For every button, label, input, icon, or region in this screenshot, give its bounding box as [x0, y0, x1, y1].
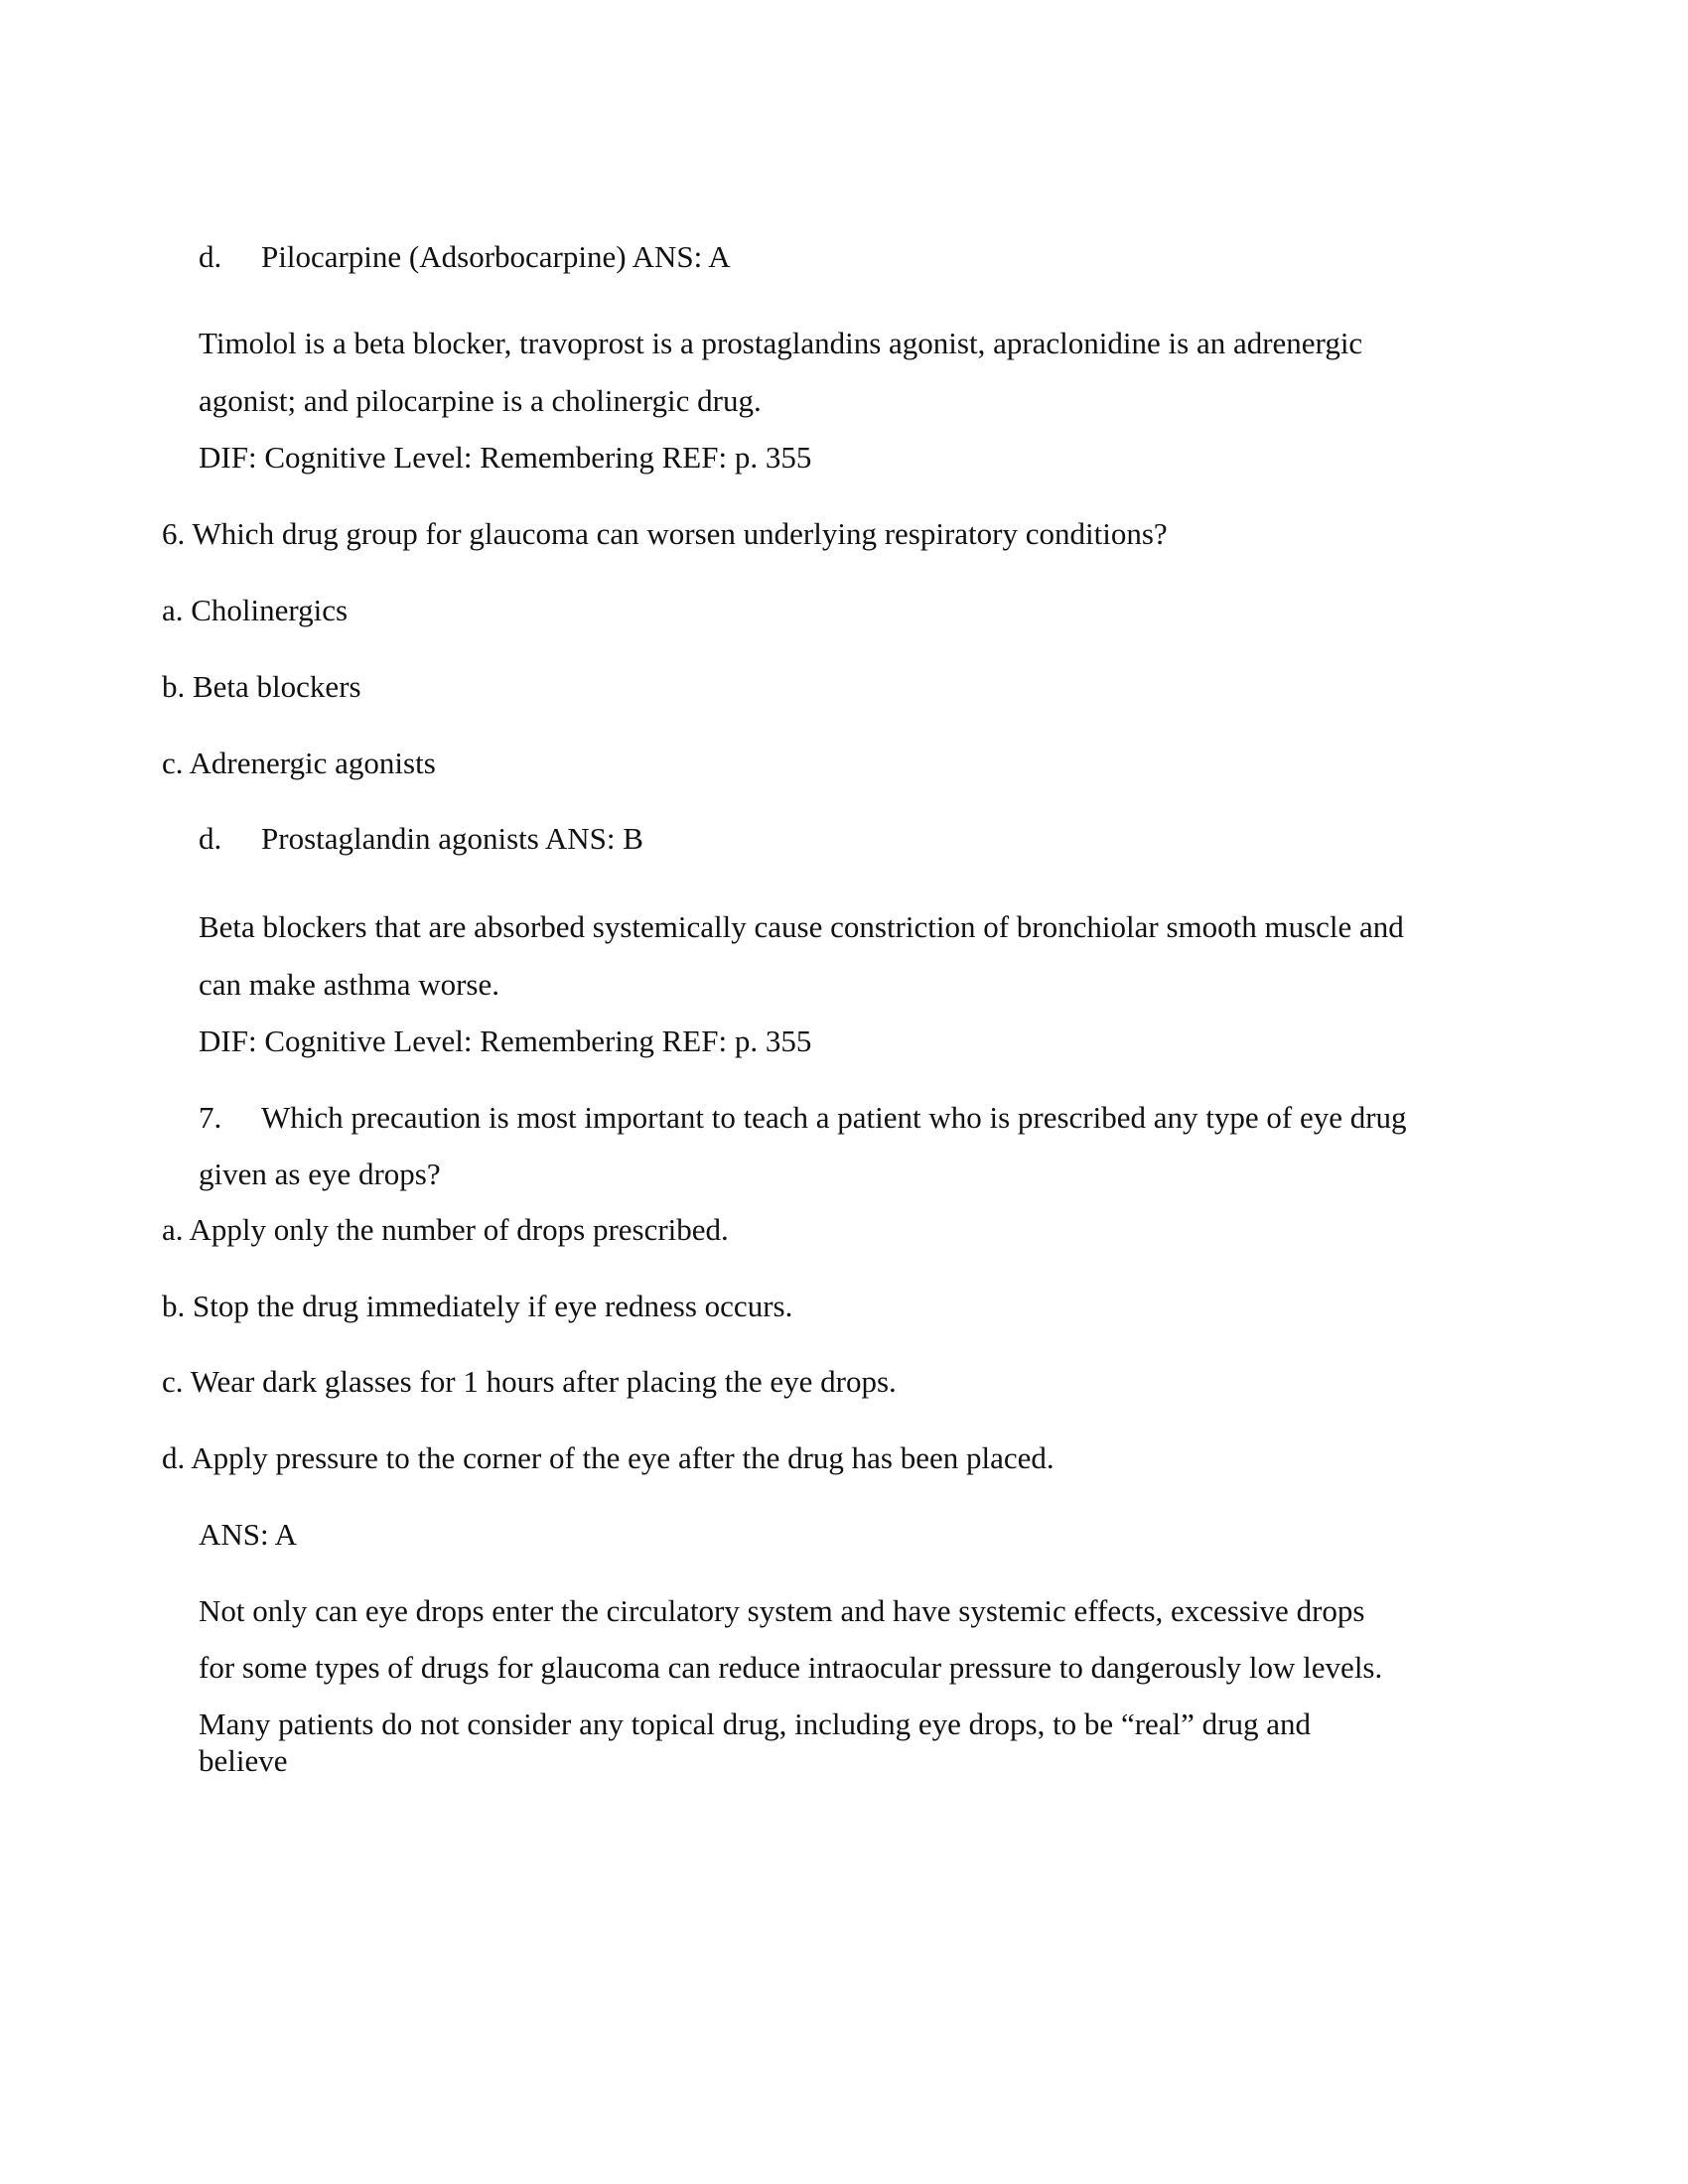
q6-option-d-letter: d.	[199, 821, 222, 856]
q7-rationale-line-4: believe	[199, 1743, 288, 1778]
q6-option-b: b. Beta blockers	[162, 669, 361, 704]
q5-dif-ref: DIF: Cognitive Level: Remembering REF: p. 355	[199, 440, 812, 475]
q6-stem: 6. Which drug group for glaucoma can worsen underlying respiratory conditions?	[162, 516, 1168, 551]
q6-option-d	[199, 820, 643, 858]
q7-option-d: d. Apply pressure to the corner of the eye after the drug has been placed.	[162, 1440, 1055, 1475]
q5-option-d-text: Pilocarpine (Adsorbocarpine) ANS: A	[261, 239, 731, 274]
q7-stem-text: Which precaution is most important to teach a patient who is prescribed any type of eye drug	[261, 1100, 1407, 1135]
q7-stem-line-2: given as eye drops?	[199, 1157, 441, 1191]
q7-answer: ANS: A	[199, 1517, 298, 1552]
q7-rationale-line-1: Not only can eye drops enter the circulatory system and have systemic effects, excessive drops	[199, 1593, 1365, 1628]
q7-rationale-line-2: for some types of drugs for glaucoma can reduce intraocular pressure to dangerously low levels.	[199, 1650, 1383, 1685]
q6-dif-ref: DIF: Cognitive Level: Remembering REF: p. 355	[199, 1024, 812, 1058]
q6-option-a: a. Cholinergics	[162, 593, 349, 627]
q5-option-d-letter: d.	[199, 239, 222, 274]
q7-stem-line-1	[199, 1099, 1407, 1137]
q7-option-c: c. Wear dark glasses for 1 hours after placing the eye drops.	[162, 1364, 897, 1399]
q7-option-a: a. Apply only the number of drops prescribed.	[162, 1212, 729, 1247]
q5-option-d	[199, 238, 731, 276]
q6-option-d-text: Prostaglandin agonists ANS: B	[261, 821, 643, 856]
q6-option-c: c. Adrenergic agonists	[162, 746, 436, 780]
q6-rationale-line-2: can make asthma worse.	[199, 967, 499, 1002]
q5-rationale-line-2: agonist; and pilocarpine is a cholinergic drug.	[199, 383, 762, 418]
q7-number: 7.	[199, 1100, 222, 1135]
q7-rationale-line-3: Many patients do not consider any topical drug, including eye drops, to be “real” drug and	[199, 1706, 1311, 1741]
q7-option-b: b. Stop the drug immediately if eye redness occurs.	[162, 1289, 793, 1323]
q5-rationale-line-1: Timolol is a beta blocker, travoprost is a prostaglandins agonist, apraclonidine is an adrenergic	[199, 326, 1363, 360]
q6-rationale-line-1: Beta blockers that are absorbed systemically cause constriction of bronchiolar smooth muscle and	[199, 909, 1404, 944]
